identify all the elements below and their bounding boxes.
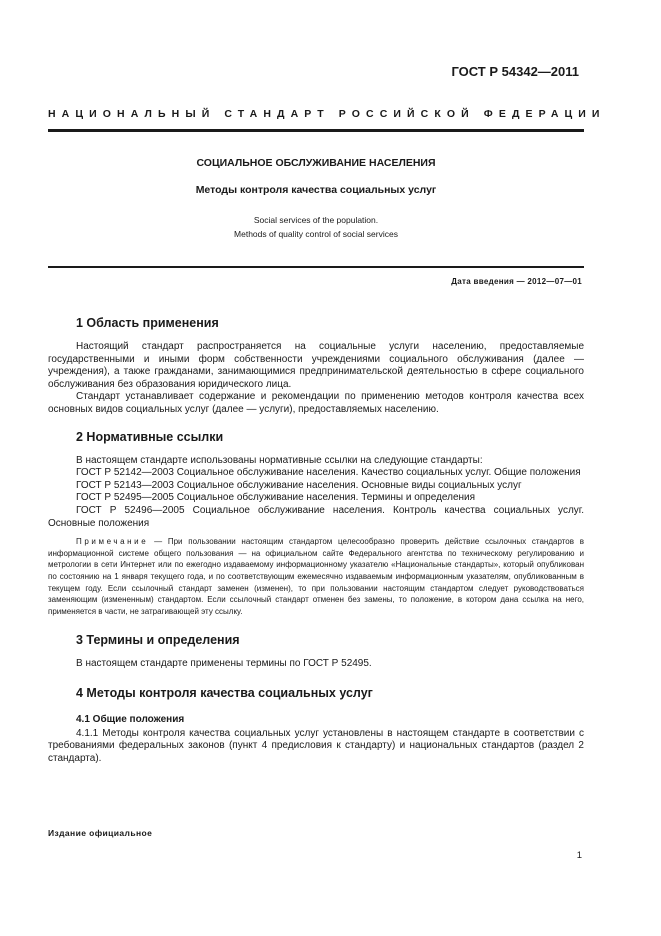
english-title xyxy=(48,213,584,241)
section-heading: 2 Нормативные ссылки xyxy=(76,429,224,444)
section-scope xyxy=(48,312,584,417)
paragraph: Настоящий стандарт распространяется на социальные услуги населению, предоставляемые государственными и иными форм собственности учреждениями социального обслуживания (далее — учреждения), а также гражданами, занимающимися предпринимательской деятельностью в сфере социального обслуживания без образования юридического лица. xyxy=(48,341,584,390)
section-heading: 4 Методы контроля качества социальных услуг xyxy=(76,685,373,700)
introduction-date: Дата введения — 2012—07—01 xyxy=(451,277,582,286)
reference-item: ГОСТ Р 52143—2003 Социальное обслуживание населения. Основные виды социальных услуг xyxy=(76,479,522,491)
english-title-line2: Methods of quality control of social services xyxy=(234,229,398,239)
standard-banner: НАЦИОНАЛЬНЫЙ СТАНДАРТ РОССИЙСКОЙ ФЕДЕРАЦИИ xyxy=(48,108,606,120)
section-heading: 1 Область применения xyxy=(76,316,219,330)
paragraph: 4.1.1 Методы контроля качества социальных услуг установлены в настоящем стандарте в соответствии с требованиями федеральных законов (пункт 4 предисловия к стандарту) и национальных стандартов (раздел 2 стандарта). xyxy=(48,727,584,765)
official-edition-label: Издание официальное xyxy=(48,828,153,838)
document-subtitle: Методы контроля качества социальных услуг xyxy=(195,184,437,196)
reference-item: ГОСТ Р 52495—2005 Социальное обслуживание населения. Термины и определения xyxy=(76,492,476,504)
section-normative-references xyxy=(48,426,584,618)
middle-rule xyxy=(48,266,584,268)
section-methods xyxy=(48,682,584,766)
document-title: СОЦИАЛЬНОЕ ОБСЛУЖИВАНИЕ НАСЕЛЕНИЯ xyxy=(196,157,436,169)
reference-item: ГОСТ Р 52496—2005 Социальное обслуживание населения. Контроль качества социальных услуг. Основные положения xyxy=(48,504,584,529)
gost-number: ГОСТ Р 54342—2011 xyxy=(451,64,579,79)
section-terms xyxy=(48,629,584,671)
paragraph: В настоящем стандарте использованы нормативные ссылки на следующие стандарты: xyxy=(76,454,483,466)
note-label: Примечание xyxy=(76,537,149,547)
english-title-line1: Social services of the population. xyxy=(253,215,379,225)
document-body xyxy=(48,312,584,766)
paragraph: В настоящем стандарте применены термины по ГОСТ Р 52495. xyxy=(76,658,372,670)
page-number: 1 xyxy=(576,850,582,861)
section-heading: 3 Термины и определения xyxy=(76,633,240,648)
subsection-heading: 4.1 Общие положения xyxy=(76,713,185,725)
top-rule xyxy=(48,129,584,132)
note-text: — При пользовании настоящим стандартом целесообразно проверить действие ссылочных стандартов в информационной системе общего пользования — на официальном сайте Федерального агентства по техническому регулированию и метрологии в сети Интернет или по ежегодно издаваемому информационному указателю «Национальные стандарты», который опубликован по состоянию на 1 января текущего года, и по соответствующим ежемесячно издаваемым информационным указателям, опубликованным в текущем году. Если ссылочный стандарт заменен (изменен), то при пользовании настоящим стандартом следует руководствоваться заменяющим (измененным) стандартом. Если ссылочный стандарт отменен без замены, то положение, в котором дана ссылка на него, применяется в части, не затрагивающей эту ссылку. xyxy=(48,537,584,616)
note xyxy=(48,536,584,617)
paragraph: Стандарт устанавливает содержание и рекомендации по применению методов контроля качества всех основных видов социальных услуг (далее — услуги), предоставляемых населению. xyxy=(48,391,584,415)
reference-item: ГОСТ Р 52142—2003 Социальное обслуживание населения. Качество социальных услуг. Общие положения xyxy=(76,467,581,479)
